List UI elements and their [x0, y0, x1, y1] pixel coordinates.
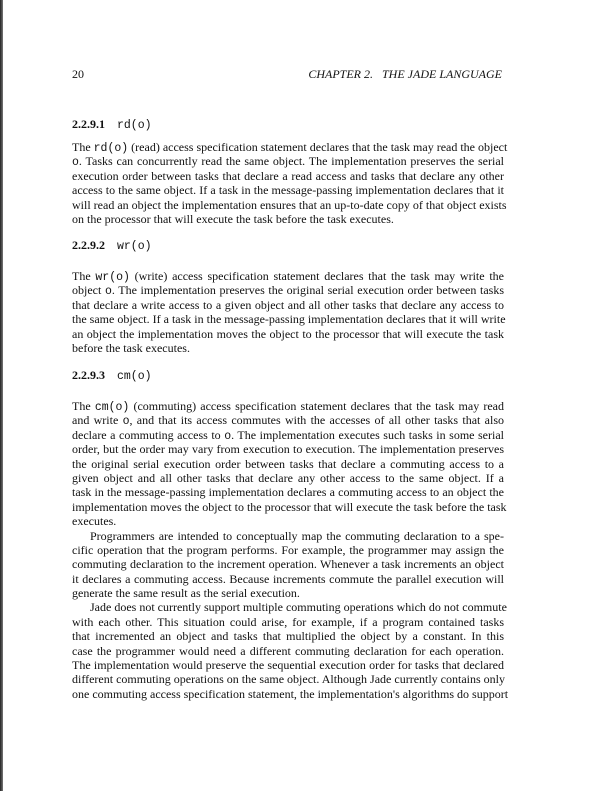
text-line	[72, 529, 504, 543]
text-run: The	[72, 140, 94, 154]
text-run: The	[72, 399, 95, 413]
text-run: that declare a write access to a given object and all other tasks that declare any access to	[72, 297, 504, 312]
text-run: , and that its access commutes with the accesses of all other tasks that also	[129, 413, 504, 428]
text-run: access to the same object. If a task in the message-passing implementation declares that it	[72, 183, 504, 198]
text-line	[72, 629, 504, 643]
inline-code: o	[224, 429, 232, 443]
text-line	[72, 572, 504, 586]
text-run: (commuting) access specification statement declares that the task may read	[129, 399, 505, 413]
text-run: the same object. If a task in the message-passing implementation declares that it will write	[72, 312, 506, 327]
text-line	[72, 269, 504, 283]
text-run: that incremented an object and tasks that multiplied the object by a constant. In this	[72, 629, 504, 644]
text-line	[72, 442, 504, 456]
section-heading	[72, 237, 152, 255]
section-body	[72, 269, 504, 355]
text-line	[72, 341, 504, 355]
section-code: rd(o)	[117, 119, 152, 132]
scan-edge	[0, 0, 3, 791]
text-line	[72, 644, 504, 658]
text-line	[72, 169, 504, 183]
section-heading	[72, 116, 152, 134]
text-line	[72, 543, 504, 557]
text-run: . The implementation preserves the original serial execution order between tasks	[111, 283, 504, 298]
text-run: object	[72, 283, 105, 298]
section-code: cm(o)	[117, 370, 152, 383]
text-line	[72, 428, 504, 442]
section-number: 2.2.9.1	[72, 117, 105, 131]
section-heading	[72, 367, 152, 385]
inline-code: rd(o)	[93, 142, 129, 155]
text-run: will read an object the implementation ensures that an up-to-date copy of that object exists	[72, 197, 507, 212]
text-run: one commuting access specification statement, the implementation's algorithms do support	[72, 686, 509, 701]
text-line	[72, 413, 504, 427]
text-line	[72, 600, 507, 615]
text-line	[72, 140, 508, 155]
inline-code: cm(o)	[94, 401, 130, 414]
text-run: case the programmer would need a different commuting declaration for each operation.	[72, 643, 504, 658]
text-run: Programmers are intended to conceptually map the commuting declaration to a spe-	[90, 528, 504, 543]
text-run: The implementation would preserve the sequential execution order for tasks that declared	[72, 658, 504, 673]
text-line	[72, 485, 504, 499]
text-line	[72, 686, 509, 701]
text-run: it declares a commuting access. Because increments commute the parallel execution will	[72, 571, 504, 586]
text-line	[72, 658, 504, 672]
text-line	[72, 457, 504, 471]
text-line	[72, 298, 504, 312]
text-line	[72, 471, 504, 485]
text-run: with each other. This situation could arise, for example, if a program contained tasks	[72, 614, 504, 629]
text-line	[72, 183, 504, 197]
paragraph	[72, 140, 508, 226]
section-code: wr(o)	[117, 240, 152, 253]
text-run: declare a commuting access to	[72, 427, 225, 442]
inline-code: o	[122, 415, 130, 429]
section-number: 2.2.9.2	[72, 238, 105, 252]
text-line	[72, 327, 504, 341]
text-line	[72, 672, 504, 686]
text-line	[72, 312, 504, 326]
text-run: before the task executes.	[72, 340, 190, 355]
text-line	[72, 283, 504, 297]
text-run: executes.	[72, 514, 117, 529]
text-run: implementation moves the object to the processor that will execute the task before the task	[72, 499, 507, 514]
text-run: an object the implementation moves the object to the processor that will execute the task	[72, 326, 504, 341]
text-line	[72, 514, 504, 528]
inline-code: wr(o)	[95, 271, 130, 284]
text-run: (read) access specification statement declares that the task may read the object	[128, 140, 508, 154]
text-run: order, but the order may vary from execution to execution. The implementation preserves	[72, 442, 504, 457]
section-body	[72, 140, 508, 226]
paragraph	[72, 399, 507, 529]
paragraph	[72, 529, 504, 601]
text-line	[72, 499, 507, 514]
text-run: task in the message-passing implementation declares a commuting access to an object the	[72, 485, 504, 500]
text-line	[72, 399, 504, 413]
section-number: 2.2.9.3	[72, 368, 105, 382]
inline-code: o	[72, 156, 79, 170]
text-line	[72, 154, 504, 168]
text-run: the original serial execution order between tasks that declare a commuting access to a	[72, 456, 504, 471]
running-header: CHAPTER 2. THE JADE LANGUAGE	[308, 67, 502, 81]
text-run: . The implementation executes such tasks in some serial	[231, 427, 504, 442]
text-run: (write) access specification statement declares that the task may write the	[129, 269, 504, 283]
text-run: The	[72, 269, 96, 283]
text-line	[72, 557, 504, 571]
text-line	[72, 586, 504, 600]
text-line	[72, 197, 507, 212]
page-number: 20	[72, 67, 84, 81]
text-run: and write	[72, 413, 123, 428]
text-run: commuting declaration to the increment operation. Whenever a task increments an object	[72, 557, 504, 572]
text-run: on the processor that will execute the task before the task executes.	[72, 211, 394, 226]
text-line	[72, 615, 504, 629]
text-run: . Tasks can concurrently read the same object. The implementation preserves the serial	[78, 154, 504, 169]
text-run: Jade does not currently support multiple commuting operations which do not commute	[90, 600, 507, 615]
paragraph	[72, 269, 504, 355]
text-run: generate the same result as the serial execution.	[72, 586, 300, 601]
text-run: different commuting operations on the same object. Although Jade currently contains only	[72, 672, 506, 687]
text-line	[72, 212, 504, 226]
paragraph	[72, 600, 509, 701]
text-run: given object and all other tasks that declare any other access to the same object. If a	[72, 470, 504, 485]
text-run: cific operation that the program performs. For example, the programmer may assign the	[72, 542, 504, 557]
section-body	[72, 399, 509, 701]
text-run: execution order between tasks that declare a read access and tasks that declare any other	[72, 168, 504, 183]
inline-code: o	[104, 285, 112, 299]
